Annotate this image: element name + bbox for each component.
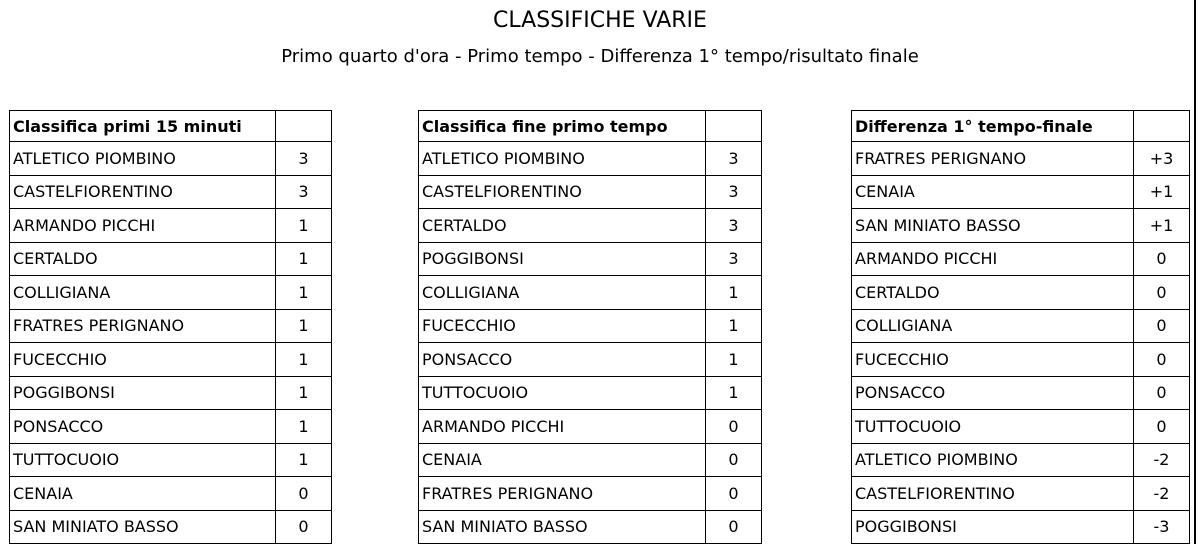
- team-value: 0: [1134, 410, 1190, 444]
- team-value: 0: [706, 510, 762, 544]
- value-column-header: [276, 111, 332, 142]
- team-value: -3: [1134, 510, 1190, 544]
- team-name: SAN MINIATO BASSO: [852, 209, 1134, 243]
- table-row: [852, 142, 1190, 176]
- table-row: [10, 309, 332, 343]
- team-value: 3: [706, 142, 762, 176]
- value-column-header: [706, 111, 762, 142]
- table-row: [10, 175, 332, 209]
- table-header-row: [10, 111, 332, 142]
- table-row: [852, 343, 1190, 377]
- page-title: CLASSIFICHE VARIE: [493, 8, 707, 33]
- table-row: [419, 477, 762, 511]
- team-name: PONSACCO: [10, 410, 276, 444]
- team-value: 1: [706, 376, 762, 410]
- team-value: 0: [1134, 276, 1190, 310]
- table-row: [852, 309, 1190, 343]
- team-value: 1: [276, 276, 332, 310]
- table-title: Classifica primi 15 minuti: [10, 111, 276, 142]
- team-name: FRATRES PERIGNANO: [10, 309, 276, 343]
- team-name: FRATRES PERIGNANO: [419, 477, 706, 511]
- team-value: 0: [706, 410, 762, 444]
- team-name: ATLETICO PIOMBINO: [419, 142, 706, 176]
- team-name: ARMANDO PICCHI: [10, 209, 276, 243]
- table-row: [10, 443, 332, 477]
- table-row: [419, 376, 762, 410]
- table-row: [852, 209, 1190, 243]
- table-row: [419, 410, 762, 444]
- table-header-row: [419, 111, 762, 142]
- table-title: Differenza 1° tempo-finale: [852, 111, 1134, 142]
- team-name: ARMANDO PICCHI: [852, 242, 1134, 276]
- team-name: ATLETICO PIOMBINO: [852, 443, 1134, 477]
- team-value: 3: [276, 175, 332, 209]
- team-value: 3: [706, 209, 762, 243]
- table-row: [10, 343, 332, 377]
- team-value: 1: [276, 376, 332, 410]
- team-name: CENAIA: [852, 175, 1134, 209]
- table-row: [419, 242, 762, 276]
- team-value: -2: [1134, 443, 1190, 477]
- team-value: 0: [1134, 343, 1190, 377]
- table-row: [10, 376, 332, 410]
- team-name: PONSACCO: [852, 376, 1134, 410]
- team-name: CERTALDO: [10, 242, 276, 276]
- team-name: CENAIA: [10, 477, 276, 511]
- team-value: 1: [706, 309, 762, 343]
- team-value: 1: [276, 209, 332, 243]
- team-value: 0: [1134, 242, 1190, 276]
- team-value: +3: [1134, 142, 1190, 176]
- team-name: POGGIBONSI: [852, 510, 1134, 544]
- table-first-15-minutes: [9, 110, 332, 544]
- team-name: COLLIGIANA: [852, 309, 1134, 343]
- team-value: 1: [276, 309, 332, 343]
- table-row: [852, 443, 1190, 477]
- table-row: [10, 510, 332, 544]
- table-row: [419, 343, 762, 377]
- team-name: CENAIA: [419, 443, 706, 477]
- team-name: PONSACCO: [419, 343, 706, 377]
- team-value: 3: [706, 242, 762, 276]
- table-row: [852, 410, 1190, 444]
- team-name: ARMANDO PICCHI: [419, 410, 706, 444]
- table-row: [419, 309, 762, 343]
- team-name: FUCECCHIO: [10, 343, 276, 377]
- team-name: ATLETICO PIOMBINO: [10, 142, 276, 176]
- team-name: COLLIGIANA: [10, 276, 276, 310]
- page-right-border: [1194, 0, 1196, 544]
- team-value: 1: [276, 343, 332, 377]
- table-row: [852, 510, 1190, 544]
- table-end-first-half: [418, 110, 762, 544]
- table-row: [10, 209, 332, 243]
- team-name: SAN MINIATO BASSO: [10, 510, 276, 544]
- team-value: 0: [1134, 376, 1190, 410]
- team-name: FUCECCHIO: [419, 309, 706, 343]
- team-value: +1: [1134, 209, 1190, 243]
- value-column-header: [1134, 111, 1190, 142]
- table-header-row: [852, 111, 1190, 142]
- team-value: 1: [276, 410, 332, 444]
- team-value: +1: [1134, 175, 1190, 209]
- team-value: 0: [706, 443, 762, 477]
- team-name: CERTALDO: [852, 276, 1134, 310]
- team-value: -2: [1134, 477, 1190, 511]
- team-value: 3: [706, 175, 762, 209]
- table-row: [852, 276, 1190, 310]
- team-name: SAN MINIATO BASSO: [419, 510, 706, 544]
- team-name: POGGIBONSI: [419, 242, 706, 276]
- page-subtitle: Primo quarto d'ora - Primo tempo - Differenza 1° tempo/risultato finale: [281, 46, 919, 67]
- team-name: COLLIGIANA: [419, 276, 706, 310]
- team-name: CASTELFIORENTINO: [852, 477, 1134, 511]
- team-value: 1: [706, 276, 762, 310]
- table-row: [10, 242, 332, 276]
- table-row: [852, 477, 1190, 511]
- team-value: 0: [276, 477, 332, 511]
- table-row: [419, 175, 762, 209]
- table-row: [10, 276, 332, 310]
- team-value: 1: [706, 343, 762, 377]
- team-value: 3: [276, 142, 332, 176]
- team-name: TUTTOCUOIO: [419, 376, 706, 410]
- team-value: 0: [276, 510, 332, 544]
- table-title: Classifica fine primo tempo: [419, 111, 706, 142]
- table-row: [419, 209, 762, 243]
- table-row: [419, 443, 762, 477]
- table-row: [419, 142, 762, 176]
- table-row: [10, 410, 332, 444]
- team-name: FRATRES PERIGNANO: [852, 142, 1134, 176]
- team-name: POGGIBONSI: [10, 376, 276, 410]
- team-name: TUTTOCUOIO: [10, 443, 276, 477]
- team-name: FUCECCHIO: [852, 343, 1134, 377]
- team-name: CERTALDO: [419, 209, 706, 243]
- table-row: [852, 376, 1190, 410]
- table-row: [419, 276, 762, 310]
- table-row: [10, 477, 332, 511]
- table-row: [10, 142, 332, 176]
- team-name: CASTELFIORENTINO: [10, 175, 276, 209]
- table-row: [419, 510, 762, 544]
- team-name: CASTELFIORENTINO: [419, 175, 706, 209]
- table-row: [852, 175, 1190, 209]
- team-value: 0: [1134, 309, 1190, 343]
- team-value: 0: [706, 477, 762, 511]
- team-value: 1: [276, 443, 332, 477]
- table-first-half-final-difference: [851, 110, 1190, 544]
- team-name: TUTTOCUOIO: [852, 410, 1134, 444]
- team-value: 1: [276, 242, 332, 276]
- table-row: [852, 242, 1190, 276]
